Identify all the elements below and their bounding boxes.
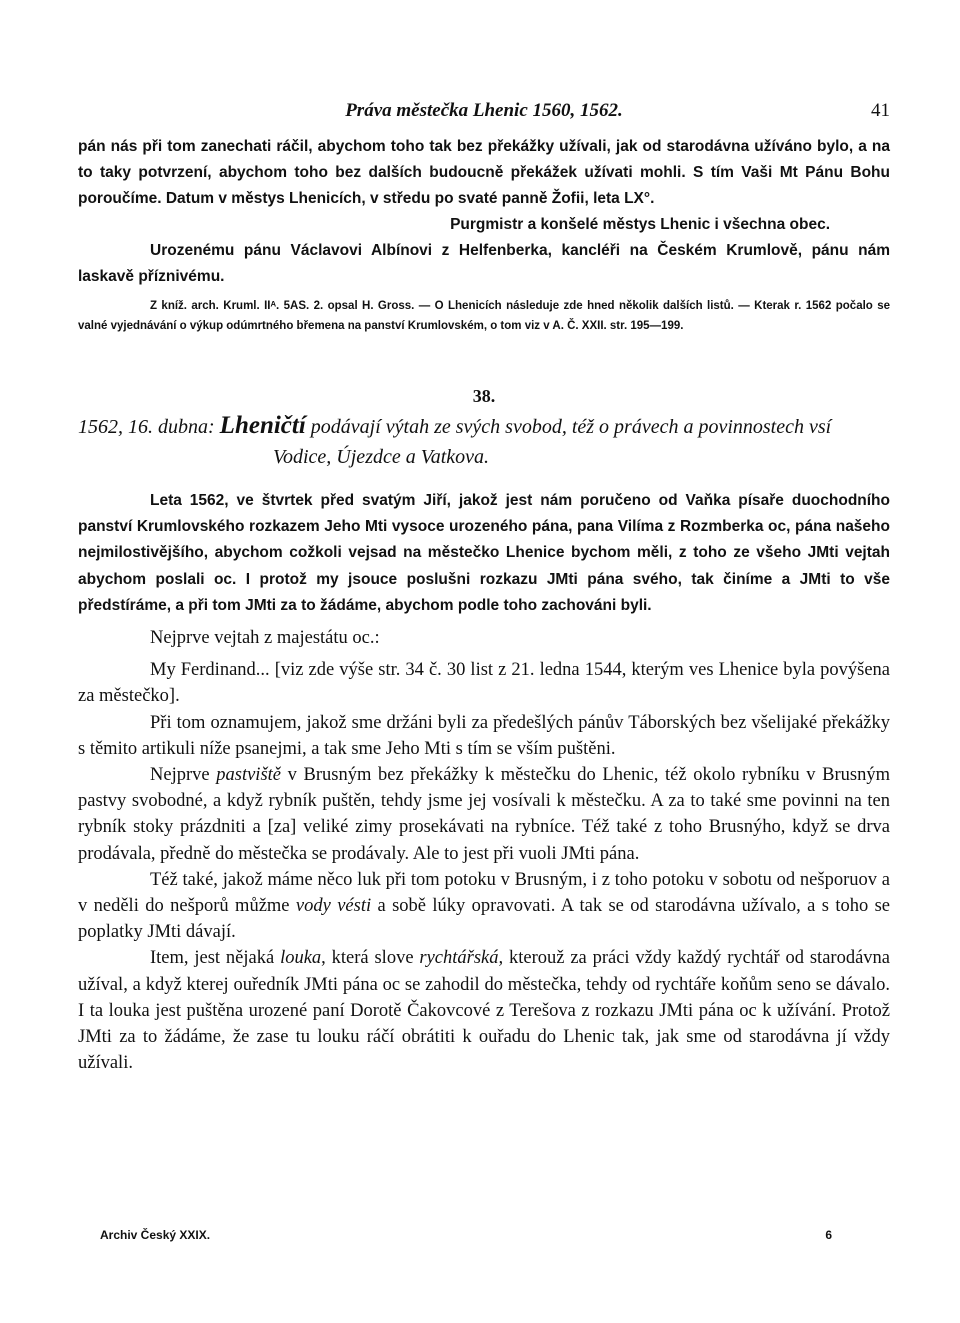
paragraph-3: Při tom oznamujem, jakož sme držáni byli za předešlých pánův Táborských bez všelijaké překážky s těmito artikuli níže psanejmi, a tak sme Jeho Mti s tím se vším puštěni. [78, 712, 890, 759]
document-date: 1562, 16. dubna: [78, 416, 215, 438]
intro-paragraph: Leta 1562, ve štvrtek před svatým Jiří, jakož jest nám poručeno od Vaňka písaře duochodního panství Krumlovského rozkazem Jeho Mti vysoce urozeného pána, pana Vilíma z Rozmberka oc, pána našeho nejmilostivějšího, abychom cožkoli vejsad na městečko Lhenice bychom měli, z toho ze všeho JMti vejtah abychom poslali oc. I protož my jsouce poslušni rozkazu JMti pána svého, tak činíme a JMti to vše předstíráme, a při tom JMti za to žádáme, abychom podle toho zachováni byli. [78, 492, 890, 614]
document-heading [78, 411, 890, 472]
page-number: 41 [871, 100, 890, 121]
term-pastviste: pastviště [216, 765, 281, 786]
paragraph-1: Nejprve vejtah z majestátu oc.: [150, 628, 380, 649]
prev-doc-address: Urozenému pánu Václavovi Albínovi z Helfenberka, kancléři na Českém Krumlově, pánu nám laskavě příznivému. [78, 242, 890, 285]
prev-doc-signature: Purgmistr a konšelé městys Lhenic i všechna obec. [450, 216, 830, 233]
paragraph-5: Též také, jakož máme něco luk při tom potoku v Brusným, i z toho potoku v sobotu od nešporuov a v neděli do nešporů můžme vody vésti a sobě lúky opravovati. A tak se od starodávna užívalo, a s toho se poplatky JMti dávají. [78, 869, 890, 943]
footer-volume: Archiv Český XXIX. [100, 1228, 211, 1242]
paragraph-6: Item, jest nějaká louka, která slove rychtářská, kterouž za práci vždy každý rychtář od starodávna užíval, a když kterej ouředník JMti pána oc se zahodil do městečka, tehdy od rychtáře koňům seno se dávalo. I ta louka jest puštěna urozené paní Dorotě Čakovcové z Terešova z rozkazu JMti pána oc k užívání. Protož JMti za to žádáme, že zase tu louku ráčí obrátiti k ouřadu do Lhenic tak, jak sme od starodávna jí vždy užívali. [78, 948, 890, 1074]
paragraph-4: Nejprve pastviště v Brusným bez překážky k městečku do Lhenic, též okolo rybníku v Brusným pastvy svobodné, a když rybník puštěn, tehdy jsme jej vosívali k městečku. A za to také sme povinni na ten rybník stoky prázdniti a [za] veliké zimy prosekávati na rybníce. Též také z toho Brusnýho, když se drva prodávala, předně do městečka se prodávaly. Ale to jest při vuoli JMti pána. [78, 765, 891, 864]
document-place: Lheničtí [219, 412, 306, 439]
footer-sheet-number: 6 [825, 1228, 832, 1242]
prev-doc-text: pán nás při tom zanechati ráčil, abychom toho tak bez překážky užívali, jak od starodávna užíváno bylo, a na to taky potvrzení, abychom toho bez dalších budoucně překážek užívati mohli. S tím Vaši Mt Pánu Bohu poroučíme. Datum v městys Lhenicích, v středu po svaté panně Žofii, leta LX°. [78, 138, 890, 207]
running-head [78, 100, 890, 134]
prev-doc-notes: Z kníž. arch. Kruml. IIᴬ. 5AS. 2. opsal H. Gross. — O Lhenicích následuje zde hned několik dalších listů. — Kterak r. 1562 počalo se valné vyjednávání o výkup odúmrtného břemena na panství Krumlovském, o tom viz v A. Č. XXII. str. 195—199. [78, 300, 890, 332]
term-rychtarska: rychtářská, [419, 948, 504, 969]
paragraph-2: My Ferdinand... [viz zde výše str. 34 č. 30 list z 21. ledna 1544, kterým ves Lhenice byla povýšena za městečko]. [78, 660, 890, 707]
prev-doc-paragraph [78, 134, 890, 238]
footer [100, 1228, 832, 1242]
page [78, 100, 890, 1076]
running-title: Práva městečka Lhenic 1560, 1562. [345, 100, 623, 121]
document-title: podávají výtah ze svých svobod, též o právech a povinnostech vsí Vodice, Újezdce a Vatkova. [273, 416, 832, 468]
term-vody-vesti: vody vésti [295, 896, 372, 917]
term-louka: louka [280, 948, 322, 969]
document-number: 38. [472, 386, 496, 406]
